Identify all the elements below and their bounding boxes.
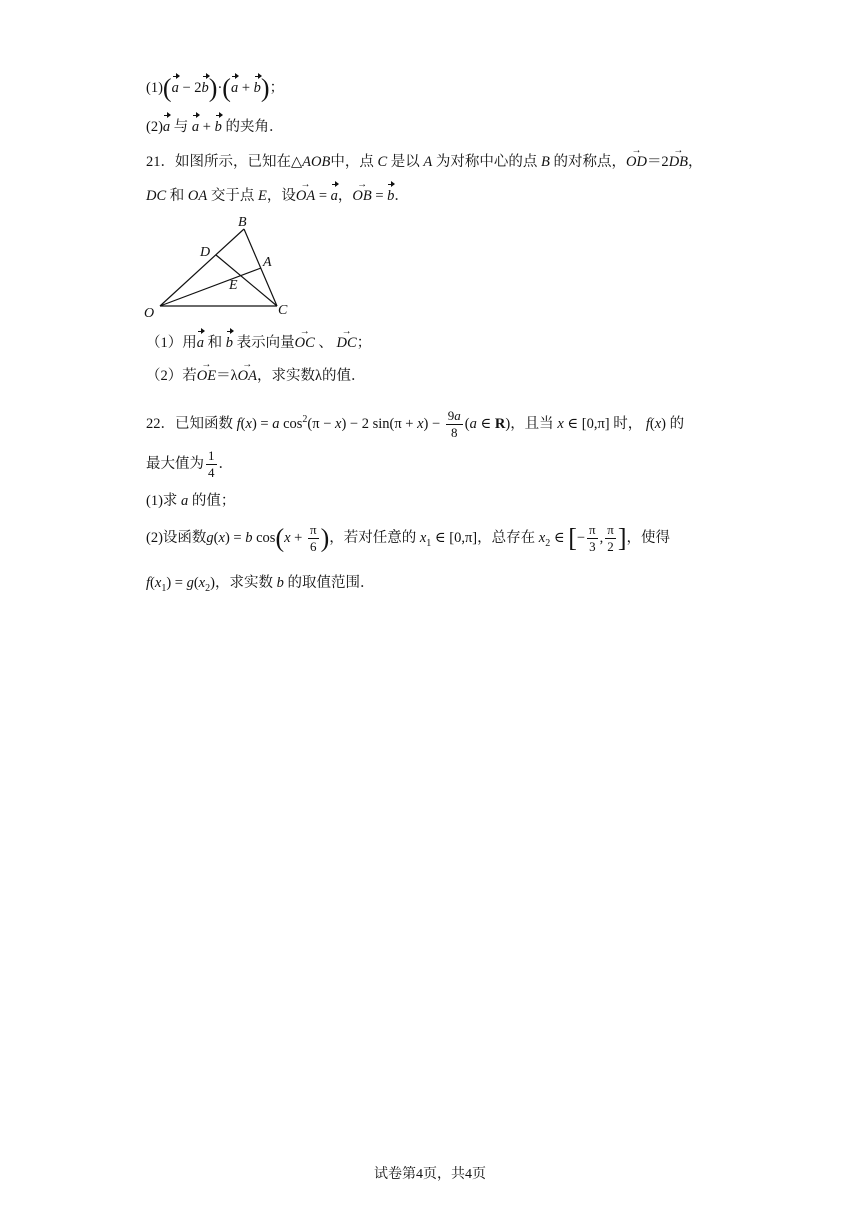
q22-intro: 22．已知函数 f(x) = a $\cos^2(\pi - x) - 2$ sin(π + x) − $\frac{9a}{8}$ (a ∈ R)，且当 x ∈ [0,π] 时， f(x) 的 <box>146 408 685 440</box>
label-C: C <box>278 303 288 318</box>
q20-part1: (1)(a − 2b)·(a + b)； <box>146 73 285 103</box>
q22-part2: (2)设函数g(x) = b cos(x + $\frac{\pi}{6}$ )，若对任意的 $x_1$ ∈ [0,π]，总存在 $x_2$ ∈ [− $\frac{\pi}{3}$ , $\frac{\pi}{2}$ ]，使得 <box>146 522 670 555</box>
label-E: E <box>229 278 238 293</box>
q22-max: 最大值为 $\frac{1}{4}$ ． <box>146 448 233 481</box>
q20-part2: (2)a 与 a + b 的夹角． <box>146 119 284 135</box>
label-D: D <box>200 245 211 260</box>
q21-sub2: （2）若→ OE＝λ→ OA，求实数λ的值． <box>146 366 366 386</box>
page-footer: 试卷第4页，共4页 <box>374 1167 486 1182</box>
label-B: B <box>238 215 247 230</box>
label-A: A <box>263 255 272 270</box>
q21-intro: 21．如图所示，已知在△AOB中，点 C 是以 A 为对称中心的点 B 的对称点，→ OD＝2→ DB， <box>146 152 703 172</box>
label-O: O <box>144 306 155 321</box>
q22-part2-line2: $f(x_1) = g(x_2)$，求实数 b 的取值范围． <box>146 575 375 594</box>
segment-BC <box>244 229 277 306</box>
triangle-figure <box>140 212 300 324</box>
q21-intro-line2: DC 和 OA 交于点 E，设→ OA = a，→ OB = b． <box>146 186 409 206</box>
q22-part1: (1)求 a 的值； <box>146 493 236 509</box>
q21-sub1: （1）用a 和 b 表示向量→ OC 、 → DC； <box>146 333 371 353</box>
segment-OA <box>160 268 261 306</box>
